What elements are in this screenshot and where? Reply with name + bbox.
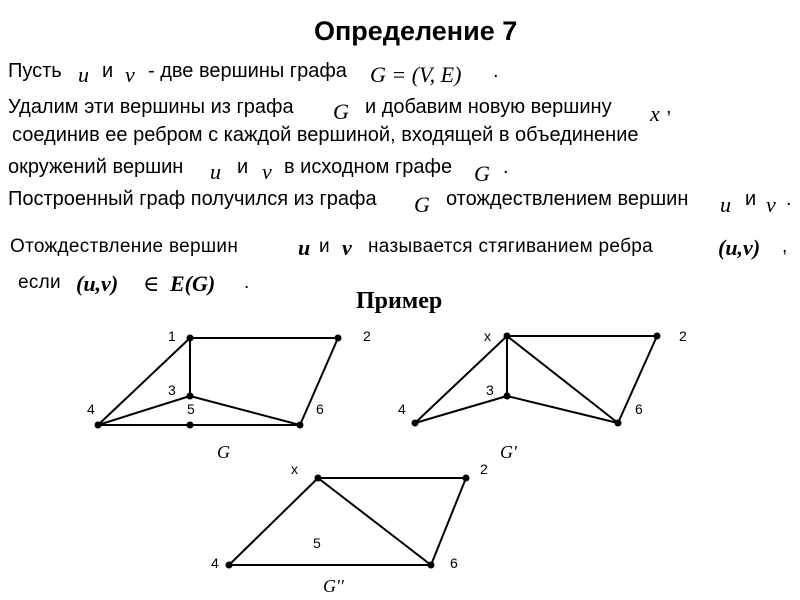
graph-g-prime-label: G': [500, 442, 517, 462]
math-in: ∈: [143, 271, 160, 296]
def-if: если: [18, 272, 61, 293]
vertex-gp-3: [504, 393, 511, 400]
math-x: x: [650, 101, 660, 126]
vertex-g-6: [297, 422, 304, 429]
label-g-1: 1: [168, 328, 176, 344]
label-g-5: 5: [187, 401, 195, 417]
line3-text: соединив ее ребром с каждой вершиной, входящей в объединение: [12, 124, 639, 146]
label-g-6: 6: [316, 401, 324, 417]
math-u: u: [720, 192, 731, 217]
math-G: G: [414, 192, 430, 217]
line1-dot: .: [493, 60, 499, 82]
label-gp-2: 2: [679, 328, 687, 344]
vertex-g-5: [187, 422, 194, 429]
vertex-gpp-2: [463, 475, 470, 482]
vertex-g-2: [335, 335, 342, 342]
line1-text: Пусть: [8, 60, 62, 82]
math-graph-def: G = (V, E): [370, 62, 462, 87]
math-v: v: [262, 159, 272, 184]
math-u: u: [78, 62, 89, 87]
label-gp-x: x: [484, 328, 491, 344]
line5-text2: отождествлением вершин: [446, 188, 689, 210]
vertex-gpp-4: [226, 562, 233, 569]
def-and: и: [319, 236, 330, 257]
graph-g-double-prime-edges: [229, 478, 466, 565]
line1-and: и: [102, 60, 114, 82]
graph-g-label: G: [217, 442, 230, 462]
vertex-gpp-6: [428, 562, 435, 569]
line5-dot: .: [786, 188, 792, 210]
label-gp-3: 3: [486, 382, 494, 398]
def-dot: .: [244, 272, 250, 293]
def-comma: ,: [782, 236, 788, 257]
label-g-4: 4: [87, 401, 95, 417]
vertex-g-1: [187, 335, 194, 342]
math-G: G: [474, 161, 490, 186]
label-gpp-x: x: [291, 461, 298, 477]
math-u-bold: u: [298, 235, 311, 260]
vertex-gpp-x: [315, 475, 322, 482]
graph-g-prime-edges: [415, 336, 657, 423]
line1-text2: - две вершины графа: [148, 60, 347, 82]
vertex-g-4: [95, 422, 102, 429]
label-gpp-5: 5: [313, 535, 321, 551]
math-v: v: [125, 62, 135, 87]
def-text: Отождествление вершин: [10, 236, 239, 257]
vertex-gp-2: [654, 333, 661, 340]
line4-and: и: [237, 156, 249, 178]
math-v-bold: v: [342, 235, 352, 260]
vertex-gp-x: [504, 333, 511, 340]
vertex-gp-6: [615, 420, 622, 427]
example-title: Пример: [356, 288, 443, 314]
line5-and: и: [745, 188, 757, 210]
graph-g-edges: [98, 338, 338, 425]
line5-text: Построенный граф получился из графа: [8, 188, 377, 210]
vertex-gp-4: [412, 420, 419, 427]
label-g-3: 3: [168, 382, 176, 398]
math-edge: (u,v): [718, 235, 761, 260]
vertex-g-3: [187, 393, 194, 400]
line2-text: Удалим эти вершины из графа: [8, 96, 294, 118]
line4-text: окружений вершин: [8, 156, 184, 178]
label-gpp-2: 2: [480, 461, 488, 477]
label-g-2: 2: [363, 328, 371, 344]
line2-text2: и добавим новую вершину: [365, 96, 612, 118]
graph-g-double-prime-label: G'': [323, 576, 344, 596]
label-gpp-6: 6: [450, 555, 458, 571]
math-v: v: [766, 192, 776, 217]
line2-comma: ,: [666, 96, 672, 118]
def-text2: называется стягиванием ребра: [368, 236, 653, 257]
math-cond-set: E(G): [170, 271, 216, 296]
math-cond-edge: (u,v): [76, 271, 119, 296]
slide-title: Определение 7: [314, 16, 518, 46]
line4-dot: .: [503, 156, 509, 178]
math-G: G: [333, 99, 349, 124]
math-u: u: [210, 159, 221, 184]
label-gp-4: 4: [398, 401, 406, 417]
line4-text2: в исходном графе: [284, 156, 453, 178]
label-gpp-4: 4: [211, 555, 219, 571]
label-gp-6: 6: [635, 401, 643, 417]
